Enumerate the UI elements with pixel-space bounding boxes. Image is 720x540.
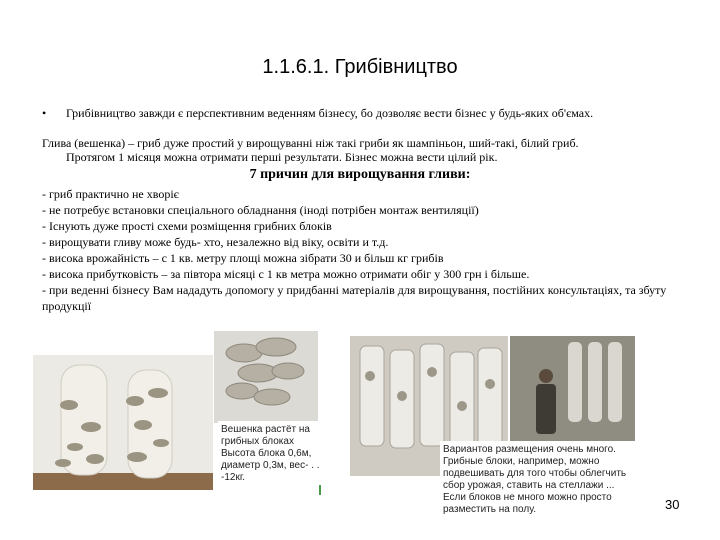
list-item: - не потребує встановки спеціального обладнання (іноді потрібен монтаж вентиляції) [42,203,479,217]
slide-title: 1.1.6.1. Грибівництво [262,56,458,78]
worker-photo [510,336,635,442]
intro-paragraph: Грибівництво завжди є перспективним веденням бізнесу, бо дозволяє вести бізнес у будь-яких об'ємах. [66,106,594,120]
list-item: - при веденні бізнесу Вам нададуть допомогу у придбанні матеріалів для вирощування, постійних консультаціях, та збуту продукції [42,283,667,313]
intro-bullet [42,106,692,120]
list-item: - висока врожайність – с 1 кв. метру площі можна зібрати 30 и більш кг грибів [42,251,444,265]
oyster-description-line2: Протягом 1 місяця можна отримати перші результати. Бізнес можна вести цілий рік. [66,150,498,164]
reasons-heading: 7 причин для вирощування гливи: [249,167,471,182]
oyster-mushroom-photo [214,331,318,423]
oyster-description-line1: Глива (вешенка) – гриб дуже простий у вирощуванні ніж такі гриби як шампіньон, ший-такі, білий гриб. [42,136,579,150]
reasons-list [42,186,682,314]
list-item: - вирощувати гливу може будь- хто, незалежно від віку, освіти и т.д. [42,235,389,249]
mushroom-blocks-photo [33,355,213,490]
list-item: - Існують дуже прості схеми розміщення грибних блоків [42,219,332,233]
bullet-icon: • [42,106,47,120]
list-item: - висока прибутковість – за півтора місяці с 1 кв метра можно отримати обіг у 300 грн і більше. [42,267,530,281]
blocks-caption: Вешенка растёт на грибных блоках Высота блока 0,6м, диаметр 0,3м, вес- . . -12кг. [218,421,328,485]
list-item: - гриб практично не хворіє [42,187,179,201]
oyster-description [42,136,702,164]
page-number: 30 [665,497,680,512]
placement-caption: Вариантов размещения очень много. Грибные блоки, например, можно подвешивать для того чтобы облегчить сбор урожая, ставить на стеллажи ... Если блоков не много можно просто разместить на полу. [440,441,642,497]
